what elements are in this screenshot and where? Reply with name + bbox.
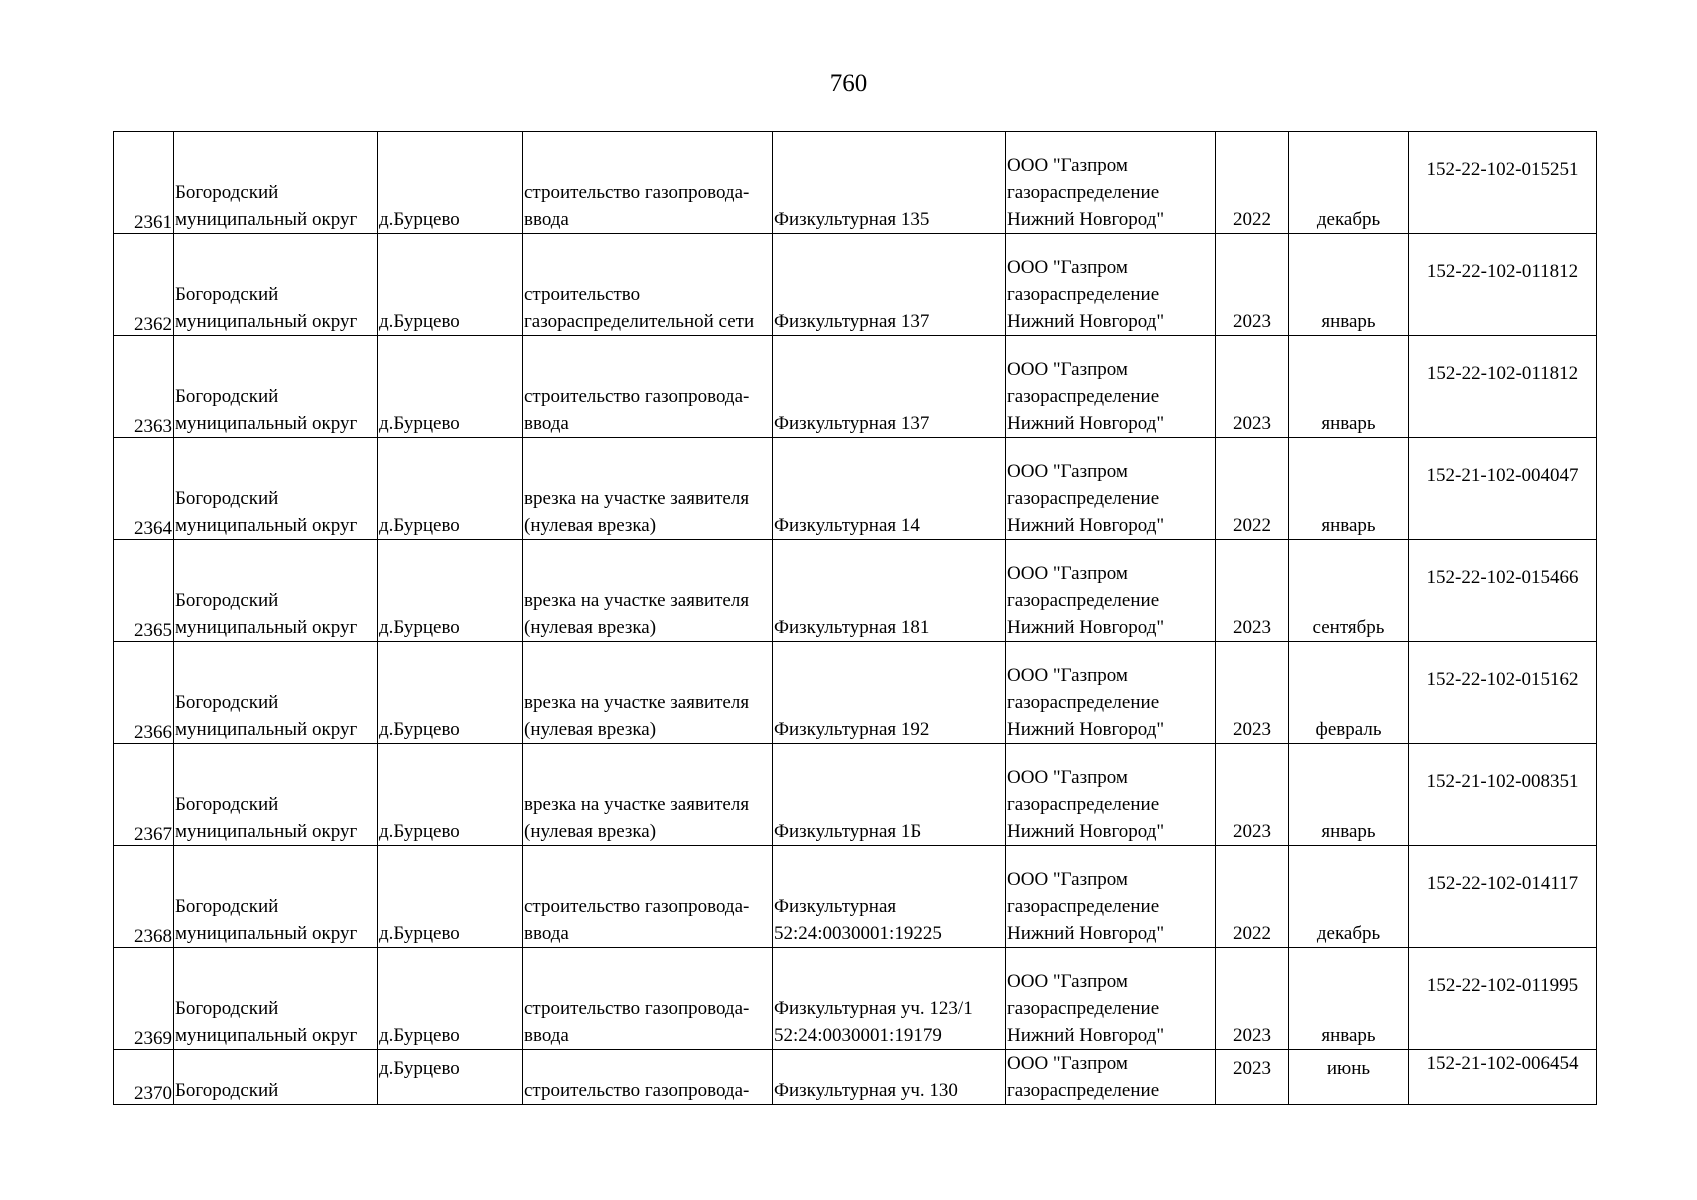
cell-org	[1006, 744, 1216, 846]
org-line: ООО "Газпром	[1007, 359, 1128, 380]
year-value: 2023	[1233, 1025, 1271, 1046]
org-line: газораспределение	[1007, 590, 1160, 611]
cell-work	[523, 438, 773, 540]
cell-org	[1006, 540, 1216, 642]
num-value: 2364	[134, 518, 172, 539]
cell-code	[1409, 132, 1597, 234]
locality-value: д.Бурцево	[379, 311, 460, 332]
month-value: июнь	[1326, 1058, 1371, 1079]
work-line: строительство газопровода-	[524, 182, 750, 203]
num-value: 2363	[134, 416, 172, 437]
address-line: 52:24:0030001:19179	[774, 1025, 942, 1046]
cell-locality	[378, 1050, 523, 1105]
table-row	[114, 846, 1597, 948]
address-line: Физкультурная 137	[774, 413, 930, 434]
cell-district	[174, 336, 378, 438]
num-value: 2367	[134, 824, 172, 845]
cell-district	[174, 846, 378, 948]
cell-org	[1006, 132, 1216, 234]
org-line: Нижний Новгород"	[1007, 515, 1165, 536]
cell-month	[1289, 744, 1409, 846]
cell-locality	[378, 336, 523, 438]
cell-month	[1289, 642, 1409, 744]
cell-district	[174, 642, 378, 744]
address-line: Физкультурная 137	[774, 311, 930, 332]
cell-num	[114, 234, 174, 336]
cell-org	[1006, 336, 1216, 438]
org-line: газораспределение	[1007, 794, 1160, 815]
cell-district	[174, 948, 378, 1050]
cell-work	[523, 132, 773, 234]
work-line: ввода	[524, 923, 569, 944]
work-line: газораспределительной сети	[524, 311, 755, 332]
month-value: февраль	[1315, 719, 1382, 740]
num-value: 2368	[134, 926, 172, 947]
cell-code	[1409, 846, 1597, 948]
work-line: (нулевая врезка)	[524, 821, 657, 842]
year-value: 2022	[1233, 923, 1271, 944]
table-row	[114, 336, 1597, 438]
org-line: ООО "Газпром	[1007, 767, 1128, 788]
district-line: Богородский	[175, 488, 279, 509]
address-line: Физкультурная 1Б	[774, 821, 922, 842]
cell-locality	[378, 438, 523, 540]
address-line: Физкультурная уч. 123/1	[774, 998, 973, 1019]
org-line: Нижний Новгород"	[1007, 923, 1165, 944]
cell-org	[1006, 846, 1216, 948]
cell-num	[114, 744, 174, 846]
work-line: врезка на участке заявителя	[524, 794, 750, 815]
cell-address	[773, 540, 1006, 642]
cell-locality	[378, 540, 523, 642]
gas-objects-table	[113, 131, 1597, 1105]
year-value: 2023	[1233, 311, 1271, 332]
locality-value: д.Бурцево	[379, 821, 460, 842]
org-line: Нижний Новгород"	[1007, 209, 1165, 230]
month-value: январь	[1321, 1025, 1376, 1046]
num-value: 2361	[134, 212, 172, 233]
org-line: ООО "Газпром	[1007, 155, 1128, 176]
address-line: Физкультурная 135	[774, 209, 930, 230]
district-line: Богородский	[175, 1080, 279, 1101]
org-line: газораспределение	[1007, 692, 1160, 713]
cell-code	[1409, 948, 1597, 1050]
org-line: Нижний Новгород"	[1007, 413, 1165, 434]
table-body	[114, 132, 1597, 1105]
work-line: врезка на участке заявителя	[524, 488, 750, 509]
locality-value: д.Бурцево	[379, 1058, 460, 1079]
cell-locality	[378, 132, 523, 234]
cell-district	[174, 744, 378, 846]
org-line: ООО "Газпром	[1007, 461, 1128, 482]
month-value: сентябрь	[1312, 617, 1385, 638]
org-line: газораспределение	[1007, 1080, 1160, 1101]
cell-address	[773, 642, 1006, 744]
cell-code	[1409, 540, 1597, 642]
cell-locality	[378, 948, 523, 1050]
cell-year	[1216, 744, 1289, 846]
district-line: Богородский	[175, 692, 279, 713]
cell-year	[1216, 132, 1289, 234]
cell-num	[114, 948, 174, 1050]
cell-month	[1289, 336, 1409, 438]
month-value: январь	[1321, 311, 1376, 332]
cell-year	[1216, 540, 1289, 642]
cell-num	[114, 642, 174, 744]
code-value: 152-22-102-015466	[1426, 567, 1579, 588]
org-line: Нижний Новгород"	[1007, 617, 1165, 638]
year-value: 2022	[1233, 209, 1271, 230]
cell-district	[174, 1050, 378, 1105]
cell-code	[1409, 744, 1597, 846]
cell-org	[1006, 234, 1216, 336]
org-line: Нижний Новгород"	[1007, 719, 1165, 740]
month-value: январь	[1321, 515, 1376, 536]
cell-month	[1289, 846, 1409, 948]
cell-year	[1216, 642, 1289, 744]
locality-value: д.Бурцево	[379, 1025, 460, 1046]
cell-work	[523, 1050, 773, 1105]
district-line: муниципальный округ	[175, 617, 358, 638]
cell-org	[1006, 438, 1216, 540]
code-value: 152-22-102-011812	[1426, 363, 1579, 384]
cell-address	[773, 234, 1006, 336]
year-value: 2023	[1233, 1058, 1271, 1079]
org-line: Нижний Новгород"	[1007, 311, 1165, 332]
cell-address	[773, 948, 1006, 1050]
district-line: муниципальный округ	[175, 821, 358, 842]
cell-code	[1409, 336, 1597, 438]
table-row	[114, 540, 1597, 642]
org-line: газораспределение	[1007, 998, 1160, 1019]
work-line: ввода	[524, 413, 569, 434]
org-line: газораспределение	[1007, 896, 1160, 917]
cell-org	[1006, 948, 1216, 1050]
address-line: 52:24:0030001:19225	[774, 923, 942, 944]
work-line: (нулевая врезка)	[524, 617, 657, 638]
work-line: врезка на участке заявителя	[524, 692, 750, 713]
num-value: 2362	[134, 314, 172, 335]
cell-locality	[378, 744, 523, 846]
locality-value: д.Бурцево	[379, 209, 460, 230]
cell-month	[1289, 438, 1409, 540]
work-line: (нулевая врезка)	[524, 719, 657, 740]
district-line: муниципальный округ	[175, 1025, 358, 1046]
cell-work	[523, 336, 773, 438]
cell-work	[523, 642, 773, 744]
cell-address	[773, 846, 1006, 948]
cell-address	[773, 336, 1006, 438]
address-line: Физкультурная	[774, 896, 897, 917]
org-line: Нижний Новгород"	[1007, 1025, 1165, 1046]
locality-value: д.Бурцево	[379, 719, 460, 740]
year-value: 2023	[1233, 719, 1271, 740]
cell-locality	[378, 234, 523, 336]
code-value: 152-21-102-006454	[1426, 1053, 1579, 1074]
locality-value: д.Бурцево	[379, 923, 460, 944]
cell-work	[523, 948, 773, 1050]
district-line: Богородский	[175, 896, 279, 917]
code-value: 152-21-102-004047	[1426, 465, 1579, 486]
locality-value: д.Бурцево	[379, 413, 460, 434]
table-row	[114, 744, 1597, 846]
district-line: муниципальный округ	[175, 923, 358, 944]
cell-year	[1216, 438, 1289, 540]
code-value: 152-21-102-008351	[1426, 771, 1579, 792]
cell-locality	[378, 642, 523, 744]
work-line: (нулевая врезка)	[524, 515, 657, 536]
district-line: Богородский	[175, 794, 279, 815]
code-value: 152-22-102-015251	[1426, 159, 1579, 180]
district-line: муниципальный округ	[175, 413, 358, 434]
org-line: ООО "Газпром	[1007, 1053, 1128, 1074]
work-line: ввода	[524, 209, 569, 230]
cell-month	[1289, 132, 1409, 234]
cell-address	[773, 744, 1006, 846]
table-row	[114, 132, 1597, 234]
org-line: ООО "Газпром	[1007, 563, 1128, 584]
org-line: ООО "Газпром	[1007, 665, 1128, 686]
org-line: газораспределение	[1007, 284, 1160, 305]
cell-org	[1006, 642, 1216, 744]
cell-num	[114, 438, 174, 540]
year-value: 2023	[1233, 821, 1271, 842]
year-value: 2022	[1233, 515, 1271, 536]
num-value: 2369	[134, 1028, 172, 1049]
cell-district	[174, 132, 378, 234]
cell-num	[114, 336, 174, 438]
cell-work	[523, 540, 773, 642]
district-line: муниципальный округ	[175, 515, 358, 536]
month-value: декабрь	[1316, 923, 1381, 944]
cell-year	[1216, 846, 1289, 948]
locality-value: д.Бурцево	[379, 515, 460, 536]
org-line: ООО "Газпром	[1007, 971, 1128, 992]
cell-year	[1216, 1050, 1289, 1105]
cell-year	[1216, 234, 1289, 336]
num-value: 2365	[134, 620, 172, 641]
work-line: ввода	[524, 1025, 569, 1046]
year-value: 2023	[1233, 617, 1271, 638]
month-value: январь	[1321, 413, 1376, 434]
month-value: декабрь	[1316, 209, 1381, 230]
org-line: Нижний Новгород"	[1007, 821, 1165, 842]
month-value: январь	[1321, 821, 1376, 842]
num-value: 2366	[134, 722, 172, 743]
code-value: 152-22-102-011995	[1426, 975, 1579, 996]
district-line: Богородский	[175, 386, 279, 407]
org-line: газораспределение	[1007, 182, 1160, 203]
address-line: Физкультурная 14	[774, 515, 920, 536]
org-line: газораспределение	[1007, 488, 1160, 509]
org-line: ООО "Газпром	[1007, 257, 1128, 278]
table-row	[114, 234, 1597, 336]
cell-work	[523, 234, 773, 336]
work-line: строительство газопровода-	[524, 386, 750, 407]
cell-year	[1216, 948, 1289, 1050]
cell-locality	[378, 846, 523, 948]
code-value: 152-22-102-015162	[1426, 669, 1579, 690]
district-line: муниципальный округ	[175, 311, 358, 332]
cell-year	[1216, 336, 1289, 438]
cell-district	[174, 234, 378, 336]
cell-month	[1289, 234, 1409, 336]
district-line: муниципальный округ	[175, 719, 358, 740]
work-line: строительство газопровода-	[524, 1080, 750, 1101]
cell-num	[114, 132, 174, 234]
cell-num	[114, 1050, 174, 1105]
cell-num	[114, 846, 174, 948]
code-value: 152-22-102-014117	[1426, 873, 1579, 894]
work-line: строительство	[524, 284, 641, 305]
year-value: 2023	[1233, 413, 1271, 434]
district-line: Богородский	[175, 998, 279, 1019]
cell-district	[174, 540, 378, 642]
table-row	[114, 642, 1597, 744]
address-line: Физкультурная 192	[774, 719, 930, 740]
address-line: Физкультурная уч. 130	[774, 1080, 958, 1101]
cell-code	[1409, 234, 1597, 336]
cell-work	[523, 744, 773, 846]
locality-value: д.Бурцево	[379, 617, 460, 638]
cell-work	[523, 846, 773, 948]
num-value: 2370	[134, 1083, 172, 1104]
org-line: газораспределение	[1007, 386, 1160, 407]
cell-code	[1409, 438, 1597, 540]
table-row	[114, 948, 1597, 1050]
district-line: Богородский	[175, 182, 279, 203]
cell-month	[1289, 948, 1409, 1050]
cell-month	[1289, 540, 1409, 642]
work-line: строительство газопровода-	[524, 896, 750, 917]
page-number: 760	[829, 70, 868, 97]
table-row	[114, 438, 1597, 540]
org-line: ООО "Газпром	[1007, 869, 1128, 890]
cell-district	[174, 438, 378, 540]
work-line: строительство газопровода-	[524, 998, 750, 1019]
cell-month	[1289, 1050, 1409, 1105]
cell-code	[1409, 1050, 1597, 1105]
cell-address	[773, 1050, 1006, 1105]
district-line: Богородский	[175, 590, 279, 611]
district-line: муниципальный округ	[175, 209, 358, 230]
cell-org	[1006, 1050, 1216, 1105]
table-row	[114, 1050, 1597, 1105]
cell-address	[773, 132, 1006, 234]
code-value: 152-22-102-011812	[1426, 261, 1579, 282]
cell-code	[1409, 642, 1597, 744]
cell-num	[114, 540, 174, 642]
work-line: врезка на участке заявителя	[524, 590, 750, 611]
address-line: Физкультурная 181	[774, 617, 930, 638]
district-line: Богородский	[175, 284, 279, 305]
cell-address	[773, 438, 1006, 540]
